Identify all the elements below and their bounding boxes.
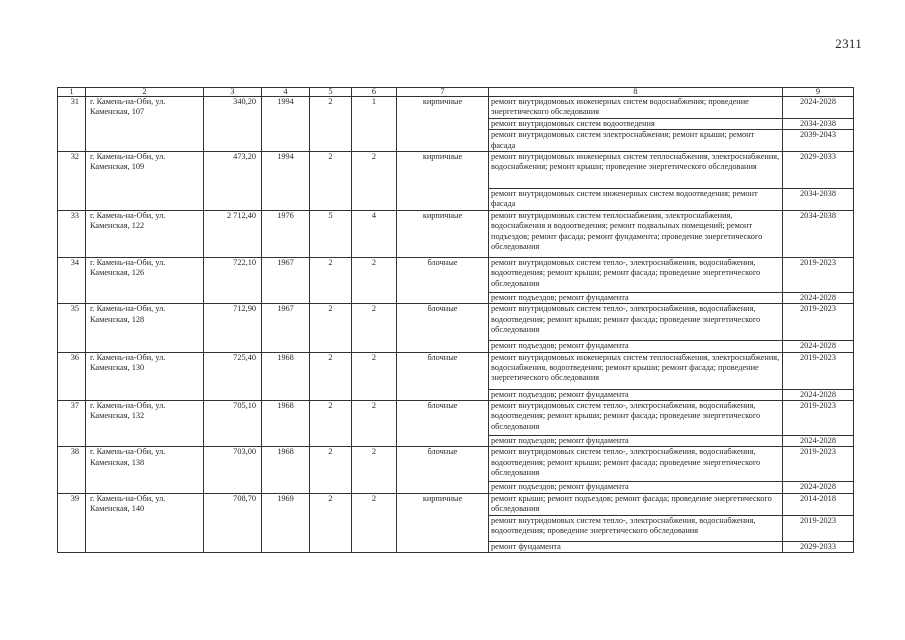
row-number: 37 bbox=[58, 401, 86, 447]
floors-cell: 2 bbox=[310, 447, 352, 493]
floors-cell: 2 bbox=[310, 257, 352, 303]
row-number: 33 bbox=[58, 210, 86, 257]
column-number-header bbox=[58, 88, 854, 97]
area-cell: 725,40 bbox=[204, 352, 262, 400]
material-cell: блочные bbox=[397, 447, 489, 493]
work-description-cell: ремонт внутридомовых систем водоотведения bbox=[489, 118, 783, 129]
entrances-cell: 2 bbox=[352, 447, 397, 493]
entrances-cell: 2 bbox=[352, 493, 397, 552]
material-cell: кирпичные bbox=[397, 493, 489, 552]
period-cell: 2024-2028 bbox=[783, 97, 854, 119]
period-cell: 2029-2033 bbox=[783, 541, 854, 552]
year-cell: 1967 bbox=[262, 257, 310, 303]
work-description-cell: ремонт внутридомовых систем тепло-, электроснабжения, водоснабжения, водоотведения; ремонт крыши; ремонт фасада; проведение энергетического обследования bbox=[489, 401, 783, 436]
floors-cell: 2 bbox=[310, 97, 352, 152]
address-cell: г. Камень-на-Оби, ул. Каменская, 122 bbox=[86, 210, 204, 257]
header-cell: 4 bbox=[262, 88, 310, 97]
entrances-cell: 4 bbox=[352, 210, 397, 257]
table-row bbox=[58, 257, 854, 292]
period-cell: 2014-2018 bbox=[783, 493, 854, 515]
work-description-cell: ремонт внутридомовых систем тепло-, электроснабжения, водоснабжения, водоотведения; ремонт крыши; ремонт фасада; проведение энергетического обследования bbox=[489, 447, 783, 482]
header-cell: 5 bbox=[310, 88, 352, 97]
table-row bbox=[58, 352, 854, 389]
year-cell: 1994 bbox=[262, 97, 310, 152]
header-cell: 1 bbox=[58, 88, 86, 97]
row-number: 35 bbox=[58, 304, 86, 352]
work-description-cell: ремонт подъездов; ремонт фундамента bbox=[489, 436, 783, 447]
year-cell: 1967 bbox=[262, 304, 310, 352]
row-number: 31 bbox=[58, 97, 86, 152]
header-cell: 2 bbox=[86, 88, 204, 97]
work-description-cell: ремонт внутридомовых инженерных систем водоснабжения; проведение энергетического обследования bbox=[489, 97, 783, 119]
address-cell: г. Камень-на-Оби, ул. Каменская, 138 bbox=[86, 447, 204, 493]
entrances-cell: 2 bbox=[352, 304, 397, 352]
period-cell: 2019-2023 bbox=[783, 304, 854, 341]
address-cell: г. Камень-на-Оби, ул. Каменская, 107 bbox=[86, 97, 204, 152]
header-cell: 6 bbox=[352, 88, 397, 97]
entrances-cell: 2 bbox=[352, 152, 397, 211]
area-cell: 708,70 bbox=[204, 493, 262, 552]
work-description-cell: ремонт фундамента bbox=[489, 541, 783, 552]
header-cell: 3 bbox=[204, 88, 262, 97]
material-cell: кирпичные bbox=[397, 152, 489, 211]
row-number: 36 bbox=[58, 352, 86, 400]
floors-cell: 2 bbox=[310, 304, 352, 352]
table-body bbox=[58, 97, 854, 553]
area-cell: 2 712,40 bbox=[204, 210, 262, 257]
year-cell: 1968 bbox=[262, 447, 310, 493]
work-description-cell: ремонт внутридомовых систем теплоснабжения, электроснабжения, водоснабжения и водоотведения; ремонт подвальных помещений; ремонт подъездов; ремонт фасада; ремонт фундамента; проведение энергетического обследования bbox=[489, 210, 783, 257]
address-cell: г. Камень-на-Оби, ул. Каменская, 128 bbox=[86, 304, 204, 352]
period-cell: 2019-2023 bbox=[783, 257, 854, 292]
material-cell: блочные bbox=[397, 401, 489, 447]
material-cell: блочные bbox=[397, 257, 489, 303]
material-cell: блочные bbox=[397, 352, 489, 400]
area-cell: 340,20 bbox=[204, 97, 262, 152]
work-description-cell: ремонт подъездов; ремонт фундамента bbox=[489, 292, 783, 303]
table-row bbox=[58, 210, 854, 257]
table-row bbox=[58, 401, 854, 436]
header-cell: 7 bbox=[397, 88, 489, 97]
period-cell: 2019-2023 bbox=[783, 401, 854, 436]
work-description-cell: ремонт внутридомовых инженерных систем теплоснабжения, электроснабжения, водоснабжения, водоотведения; ремонт крыши; ремонт фасада; проведение энергетического обследования bbox=[489, 352, 783, 389]
work-description-cell: ремонт подъездов; ремонт фундамента bbox=[489, 341, 783, 352]
period-cell: 2024-2028 bbox=[783, 341, 854, 352]
address-cell: г. Камень-на-Оби, ул. Каменская, 130 bbox=[86, 352, 204, 400]
entrances-cell: 2 bbox=[352, 401, 397, 447]
repair-schedule-table bbox=[57, 87, 854, 553]
floors-cell: 2 bbox=[310, 152, 352, 211]
work-description-cell: ремонт внутридомовых систем электроснабжения; ремонт крыши; ремонт фасада bbox=[489, 130, 783, 152]
period-cell: 2024-2028 bbox=[783, 292, 854, 303]
work-description-cell: ремонт внутридомовых систем тепло-, электроснабжения, водоснабжения, водоотведения; ремонт крыши; ремонт фасада; проведение энергетического обследования bbox=[489, 257, 783, 292]
material-cell: кирпичные bbox=[397, 97, 489, 152]
period-cell: 2024-2028 bbox=[783, 482, 854, 493]
entrances-cell: 1 bbox=[352, 97, 397, 152]
address-cell: г. Камень-на-Оби, ул. Каменская, 126 bbox=[86, 257, 204, 303]
address-cell: г. Камень-на-Оби, ул. Каменская, 140 bbox=[86, 493, 204, 552]
year-cell: 1976 bbox=[262, 210, 310, 257]
table-row bbox=[58, 493, 854, 515]
work-description-cell: ремонт подъездов; ремонт фундамента bbox=[489, 389, 783, 400]
period-cell: 2019-2023 bbox=[783, 352, 854, 389]
entrances-cell: 2 bbox=[352, 352, 397, 400]
work-description-cell: ремонт внутридомовых инженерных систем теплоснабжения, электроснабжения, водоснабжения; ремонт крыши; проведение энергетического обследования bbox=[489, 152, 783, 189]
period-cell: 2034-2038 bbox=[783, 189, 854, 211]
work-description-cell: ремонт подъездов; ремонт фундамента bbox=[489, 482, 783, 493]
material-cell: кирпичные bbox=[397, 210, 489, 257]
period-cell: 2019-2023 bbox=[783, 447, 854, 482]
year-cell: 1968 bbox=[262, 352, 310, 400]
period-cell: 2029-2033 bbox=[783, 152, 854, 189]
period-cell: 2034-2038 bbox=[783, 118, 854, 129]
area-cell: 722,10 bbox=[204, 257, 262, 303]
row-number: 32 bbox=[58, 152, 86, 211]
work-description-cell: ремонт крыши; ремонт подъездов; ремонт фасада; проведение энергетического обследования bbox=[489, 493, 783, 515]
floors-cell: 2 bbox=[310, 352, 352, 400]
address-cell: г. Камень-на-Оби, ул. Каменская, 109 bbox=[86, 152, 204, 211]
header-cell: 9 bbox=[783, 88, 854, 97]
period-cell: 2039-2043 bbox=[783, 130, 854, 152]
period-cell: 2024-2028 bbox=[783, 389, 854, 400]
period-cell: 2019-2023 bbox=[783, 515, 854, 541]
floors-cell: 2 bbox=[310, 493, 352, 552]
year-cell: 1968 bbox=[262, 401, 310, 447]
table-row bbox=[58, 152, 854, 189]
header-cell: 8 bbox=[489, 88, 783, 97]
page-number: 2311 bbox=[835, 36, 862, 51]
material-cell: блочные bbox=[397, 304, 489, 352]
period-cell: 2024-2028 bbox=[783, 436, 854, 447]
row-number: 38 bbox=[58, 447, 86, 493]
work-description-cell: ремонт внутридомовых систем инженерных систем водоотведения; ремонт фасада bbox=[489, 189, 783, 211]
area-cell: 712,90 bbox=[204, 304, 262, 352]
table-row bbox=[58, 97, 854, 119]
work-description-cell: ремонт внутридомовых систем тепло-, электроснабжения, водоснабжения, водоотведения; ремонт крыши; ремонт фасада; проведение энергетического обследования bbox=[489, 304, 783, 341]
floors-cell: 2 bbox=[310, 401, 352, 447]
row-number: 34 bbox=[58, 257, 86, 303]
table-row bbox=[58, 447, 854, 482]
table-row bbox=[58, 304, 854, 341]
area-cell: 473,20 bbox=[204, 152, 262, 211]
area-cell: 703,00 bbox=[204, 447, 262, 493]
row-number: 39 bbox=[58, 493, 86, 552]
work-description-cell: ремонт внутридомовых систем тепло-, электроснабжения, водоснабжения, водоотведения; проведение энергетического обследования bbox=[489, 515, 783, 541]
year-cell: 1994 bbox=[262, 152, 310, 211]
floors-cell: 5 bbox=[310, 210, 352, 257]
period-cell: 2034-2038 bbox=[783, 210, 854, 257]
year-cell: 1969 bbox=[262, 493, 310, 552]
area-cell: 705,10 bbox=[204, 401, 262, 447]
entrances-cell: 2 bbox=[352, 257, 397, 303]
address-cell: г. Камень-на-Оби, ул. Каменская, 132 bbox=[86, 401, 204, 447]
